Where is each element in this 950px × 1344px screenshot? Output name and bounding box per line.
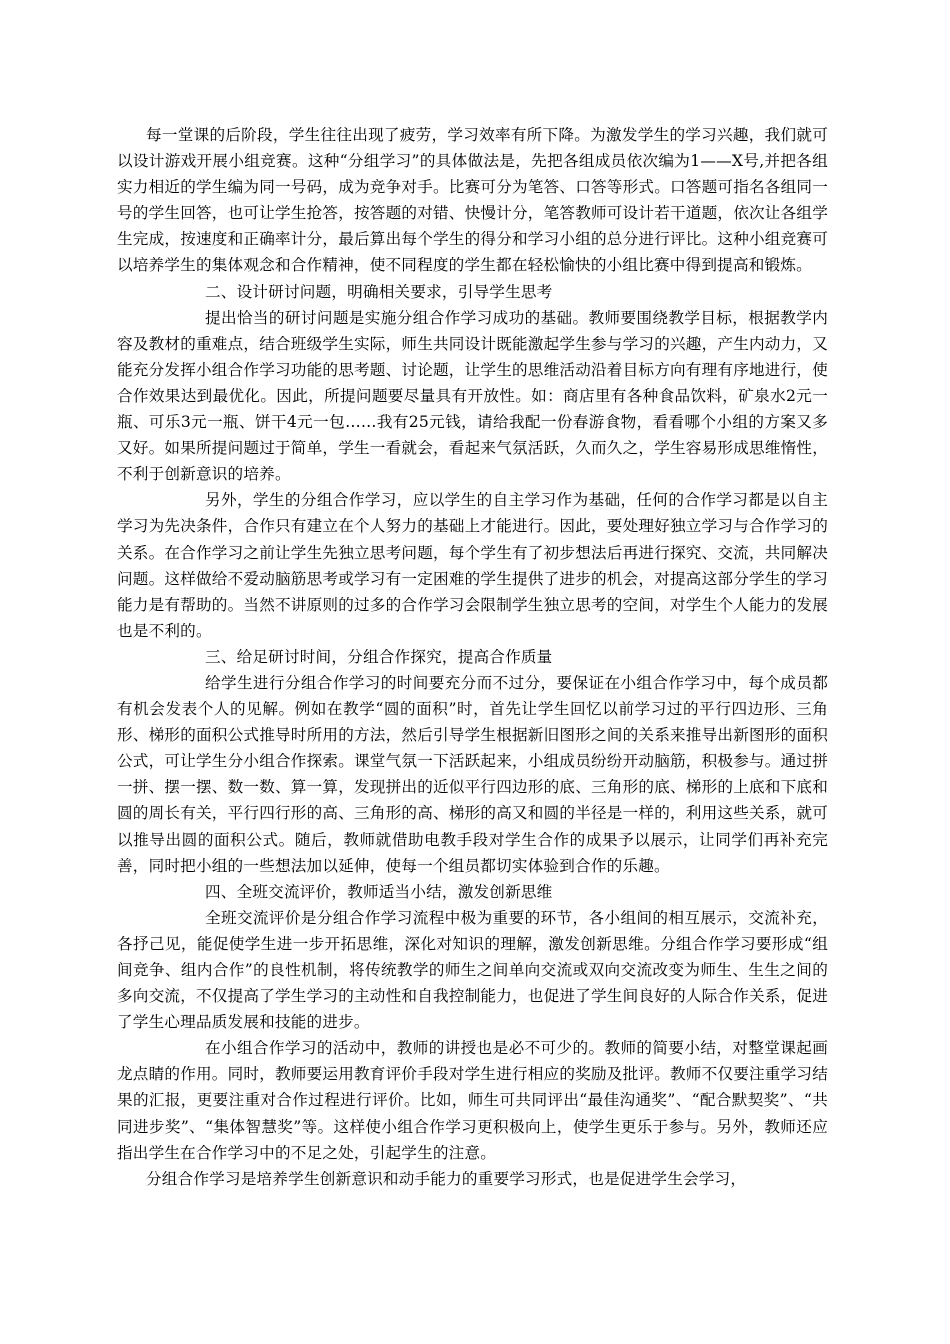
paragraph-class-exchange: 全班交流评价是分组合作学习流程中极为重要的环节，各小组间的相互展示，交流补充，各抒己见，能促使学生进一步开拓思维，深化对知识的理解，激发创新思维。分组合作学习要形成“组间竞争、组内合作”的良性机制，将传统教学的师生之间单向交流或双向交流改变为师生、生生之间的多向交流，不仅提高了学生学习的主动性和自我控制能力，也促进了学生间良好的人际合作关系，促进了学生心理品质发展和技能的进步。 bbox=[117, 908, 828, 1032]
paragraph-independent-learning: 另外，学生的分组合作学习，应以学生的自主学习作为基础，任何的合作学习都是以自主学习为先决条件，合作只有建立在个人努力的基础上才能进行。因此，要处理好独立学习与合作学习的关系。在合作学习之前让学生先独立思考问题，每个学生有了初步想法后再进行探究、交流，共同解决问题。这样做给不爱动脑筋思考或学习有一定困难的学生提供了进步的机会，对提高这部分学生的学习能力是有帮助的。当然不讲原则的过多的合作学习会限制学生独立思考的空间，对学生个人能力的发展也是不利的。 bbox=[117, 491, 828, 640]
document-page bbox=[117, 122, 828, 1192]
section-heading-2: 二、设计研讨问题，明确相关要求，引导学生思考 bbox=[205, 282, 553, 301]
paragraph-discussion-questions: 提出恰当的研讨问题是实施分组合作学习成功的基础。教师要围绕教学目标，根据教学内容及教材的重难点，结合班级学生实际，师生共同设计既能激起学生参与学习的兴趣，产生内动力，又能充分发挥小组合作学习功能的思考题、讨论题，让学生的思维活动沿着目标方向有理有序地进行，使合作效果达到最优化。因此，所提问题要尽量具有开放性。如：商店里有各种食品饮料，矿泉水2元一瓶、可乐3元一瓶、饼干4元一包……我有25元钱，请给我配一份春游食物，看看哪个小组的方案又多又好。如果所提问题过于简单，学生一看就会，看起来气氛活跃，久而久之，学生容易形成思维惰性，不利于创新意识的培养。 bbox=[117, 308, 828, 484]
paragraph-teacher-summary: 在小组合作学习的活动中，教师的讲授也是必不可少的。教师的简要小结，对整堂课起画龙点睛的作用。同时，教师要运用教育评价手段对学生进行相应的奖励及批评。教师不仅要注重学习结果的汇报，更要注重对合作过程进行评价。比如，师生可共同评出“最佳沟通奖”、“配合默契奖”、“共同进步奖”、“集体智慧奖”等。这样使小组合作学习更积极向上，使学生更乐于参与。另外，教师还应指出学生在合作学习中的不足之处，引起学生的注意。 bbox=[117, 1039, 828, 1162]
paragraph-group-competition: 每一堂课的后阶段，学生往往出现了疲劳，学习效率有所下降。为激发学生的学习兴趣，我们就可以设计游戏开展小组竞赛。这种“分组学习”的具体做法是，先把各组成员依次编为1——X号,并把各组实力相近的学生编为同一号码，成为竞争对手。比赛可分为笔答、口答等形式。口答题可指名各组同一号的学生回答，也可让学生抢答，按答题的对错、快慢计分，笔答教师可设计若干道题，依次让各组学生完成，按速度和正确率计分，最后算出每个学生的得分和学习小组的总分进行评比。这种小组竞赛可以培养学生的集体观念和合作精神，使不同程度的学生都在轻松愉快的小组比赛中得到提高和锻炼。 bbox=[117, 126, 828, 275]
paragraph-conclusion-start: 分组合作学习是培养学生创新意识和动手能力的重要学习形式，也是促进学生会学习， bbox=[146, 1169, 747, 1188]
section-heading-3: 三、给足研讨时间，分组合作探究，提高合作质量 bbox=[205, 647, 553, 666]
section-heading-4: 四、全班交流评价，教师适当小结，激发创新思维 bbox=[205, 882, 553, 901]
paragraph-circle-area-example: 给学生进行分组合作学习的时间要充分而不过分，要保证在小组合作学习中，每个成员都有机会发表个人的见解。例如在教学“圆的面积”时，首先让学生回忆以前学习过的平行四边形、三角形、梯形的面积公式推导时所用的方法，然后引导学生根据新旧图形之间的关系来推导出新图形的面积公式，可让学生分小组合作探索。课堂气氛一下活跃起来，小组成员纷纷开动脑筋，积极参与。通过拼一拼、摆一摆、数一数、算一算，发现拼出的近似平行四边形的底、三角形的底、梯形的上底和下底和圆的周长有关，平行四行形的高、三角形的高、梯形的高又和圆的半径是一样的，利用这些关系，就可以推导出圆的面积公式。随后，教师就借助电教手段对学生合作的成果予以展示，让同学们再补充完善，同时把小组的一些想法加以延伸，使每一个组员都切实体验到合作的乐趣。 bbox=[117, 673, 828, 875]
